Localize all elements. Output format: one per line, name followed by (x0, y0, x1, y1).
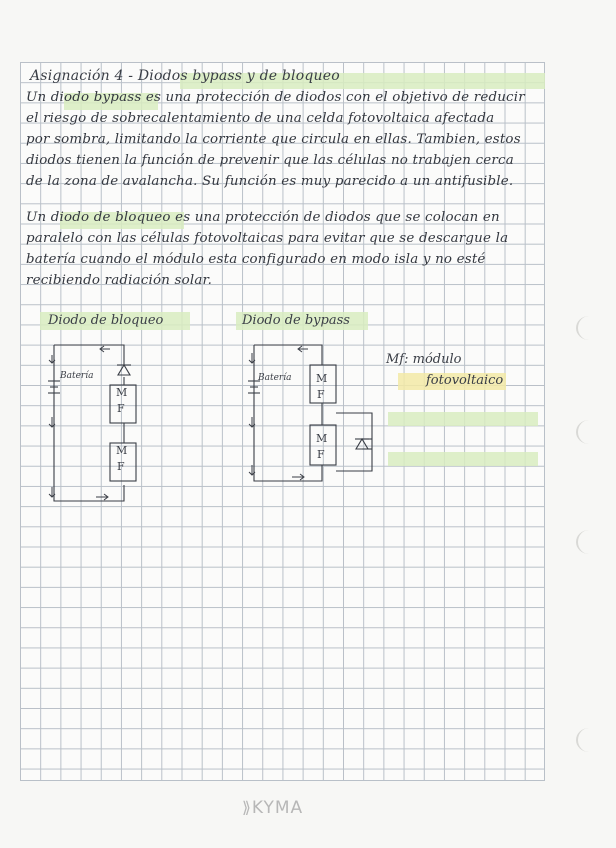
blocking-module2-m: M (116, 444, 128, 457)
paragraph1-line2: el riesgo de sobrecalentamiento de una celda fotovoltaica afectada (26, 111, 495, 126)
paragraph1-line4: diodos tienen la función de prevenir que las células no trabajen cerca (26, 153, 514, 168)
diagram-bypass-title: Diodo de bypass (242, 313, 350, 328)
blocking-module2-f: F (117, 460, 125, 473)
paragraph1-line5: de la zona de avalancha. Su función es muy parecido a un antifusible. (26, 174, 514, 189)
bypass-battery-label: Batería (258, 373, 292, 383)
bypass-module2-m: M (316, 432, 328, 445)
paragraph2-line1: Un diodo de bloqueo es una protección de diodos que se colocan en (26, 210, 500, 225)
paragraph1-line3: por sombra, limitando la corriente que circula en ellas. Tambien, estos (26, 132, 521, 147)
bypass-module2-f: F (317, 448, 325, 461)
diagram-blocking (40, 335, 150, 510)
diagram-blocking-title: Diodo de bloqueo (48, 313, 164, 328)
bypass-diode-icon (355, 439, 372, 449)
diagram-bypass (240, 335, 390, 495)
blocking-module1-m: M (116, 386, 128, 399)
bypass-module1-f: F (317, 388, 325, 401)
paragraph2-line2: paralelo con las células fotovoltaicas para evitar que se descargue la (26, 231, 509, 246)
brand-name: KYMA (251, 798, 304, 818)
blocking-battery-label: Batería (60, 371, 94, 381)
blocking-module1-f: F (117, 402, 125, 415)
legend-line1: Mf: módulo (386, 352, 462, 367)
paragraph2-line4: recibiendo radiación solar. (26, 273, 213, 288)
highlight-faint (388, 412, 538, 426)
binder-hole-3 (576, 530, 602, 554)
page-title: Asignación 4 - Diodos bypass y de bloqueo (30, 68, 340, 84)
blocking-diode-icon (117, 365, 131, 375)
paragraph1-line1: Un diodo bypass es una protección de diodos con el objetivo de reducir (26, 90, 525, 105)
bypass-module1-m: M (316, 372, 328, 385)
paragraph2-line3: batería cuando el módulo esta configurado en modo isla y no esté (26, 252, 486, 267)
legend-line2: fotovoltaico (426, 373, 504, 388)
binder-hole-4 (576, 728, 602, 752)
highlight-faint-2 (388, 452, 538, 466)
brand-logo (242, 798, 303, 818)
binder-hole-1 (576, 316, 602, 340)
brand-mark-icon: ⟫ (242, 798, 252, 817)
binder-hole-2 (576, 420, 602, 444)
